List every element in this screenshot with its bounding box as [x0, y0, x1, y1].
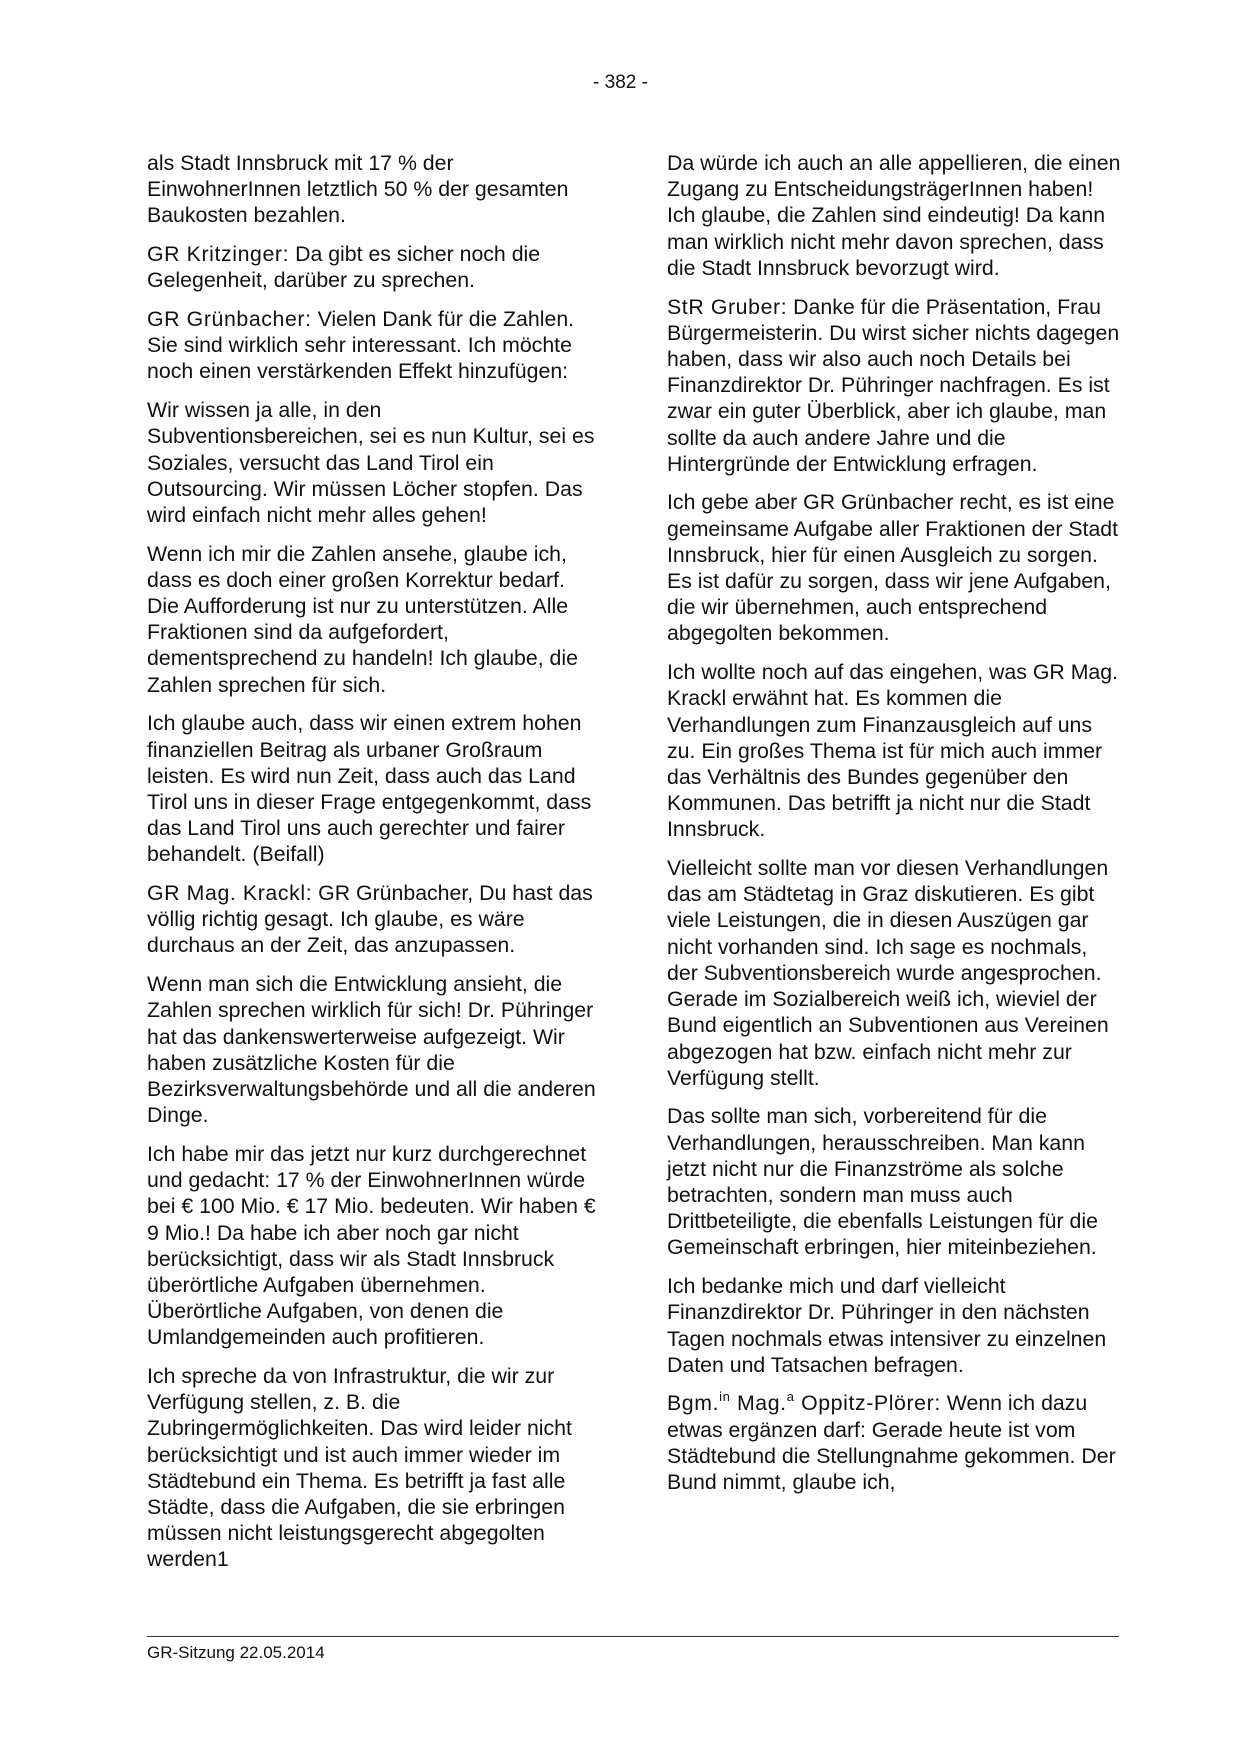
left-column [147, 150, 602, 1585]
paragraph-text: Ich spreche da von Infrastruktur, die wir zur Verfügung stellen, z. B. die Zubringermöglichkeiten. Das wird leider nicht berücksichtigt und ist auch immer wieder im Städtebund ein Thema. Es betrifft ja fast alle Städte, dass die Aufgaben, die sie erbringen müssen nicht leistungsgerecht abgegolten werden1 [147, 1364, 572, 1572]
paragraph-text: als Stadt Innsbruck mit 17 % der EinwohnerInnen letztlich 50 % der gesamten Baukosten bezahlen. [147, 151, 569, 228]
speaker-name: GR Grünbacher: [147, 307, 312, 332]
speaker-name: Bgm.$^{in}$ Mag.$^a$ Oppitz-Plörer: [667, 1389, 941, 1416]
paragraph-text: Wir wissen ja alle, in den Subventionsbereichen, sei es nun Kultur, sei es Soziales, versucht das Land Tirol ein Outsourcing. Wir müssen Löcher stopfen. Das wird einfach nicht mehr alles gehen! [147, 398, 595, 527]
paragraph [147, 710, 602, 867]
paragraph-text: Da gibt es sicher noch die Gelegenheit, darüber zu sprechen. [147, 242, 541, 293]
paragraph-text: Ich wollte noch auf das eingehen, was GR Mag. Krackl erwähnt hat. Es kommen die Verhandlungen zum Finanzausgleich auf uns zu. Ein großes Thema ist für mich auch immer das Verhältnis des Bundes gegenüber den Kommunen. Das betrifft ja nicht nur die Stadt Innsbruck. [667, 660, 1119, 842]
paragraph-text: Ich habe mir das jetzt nur kurz durchgerechnet und gedacht: 17 % der EinwohnerInnen würde bei € 100 Mio. € 17 Mio. bedeuten. Wir haben € 9 Mio.! Da habe ich aber noch gar nicht berücksichtigt, dass wir als Stadt Innsbruck überörtliche Aufgaben übernehmen. Überörtliche Aufgaben, von denen die Umlandgemeinden auch profitieren. [147, 1141, 596, 1350]
footer-text: GR-Sitzung 22.05.2014 [147, 1643, 325, 1662]
paragraph [667, 294, 1122, 477]
paragraph-last-speaker [667, 1390, 1122, 1495]
footer-divider [147, 1636, 1119, 1637]
paragraph [147, 971, 602, 1128]
paragraph [667, 489, 1122, 646]
paragraph-text: Ich glaube auch, dass wir einen extrem hohen finanziellen Beitrag als urbaner Großraum leisten. Es wird nun Zeit, dass auch das Land Tirol uns in dieser Frage entgegenkommt, dass das Land Tirol uns auch gerechter und fairer behandelt. (Beifall) [147, 711, 592, 867]
paragraph [667, 1103, 1122, 1260]
paragraph [667, 150, 1122, 281]
paragraph-text: Das sollte man sich, vorbereitend für die Verhandlungen, herausschreiben. Man kann jetzt nicht nur die Finanzströme als solche betrachten, sondern man muss auch Drittbeteiligte, die ebenfalls Leistungen für die Gemeinschaft erbringen, hier miteinbeziehen. [667, 1104, 1098, 1260]
speaker-name: GR Kritzinger: [147, 242, 290, 267]
paragraph [147, 880, 602, 959]
paragraph [667, 855, 1122, 1091]
paragraph-text: Da würde ich auch an alle appellieren, die einen Zugang zu EntscheidungsträgerInnen haben! Ich glaube, die Zahlen sind eindeutig! Da kann man wirklich nicht mehr davon sprechen, dass die Stadt Innsbruck bevorzugt wird. [667, 151, 1121, 280]
page-number: - 382 - [593, 72, 648, 93]
paragraph-text: Danke für die Präsentation, Frau Bürgermeisterin. Du wirst sicher nichts dagegen haben, dass wir also auch noch Details bei Finanzdirektor Dr. Pühringer nachfragen. Es ist zwar ein guter Überblick, aber ich glaube, man sollte da auch andere Jahre und die Hintergründe der Entwicklung erfragen. [667, 294, 1120, 476]
paragraph [667, 1273, 1122, 1378]
paragraph [147, 306, 602, 385]
paragraph-text: Wenn man sich die Entwicklung ansieht, die Zahlen sprechen wirklich für sich! Dr. Pühringer hat das dankenswerterweise aufgezeigt. Wir haben zusätzliche Kosten für die Bezirksverwaltungsbehörde und all die anderen Dinge. [147, 972, 596, 1128]
speaker-name: StR Gruber: [667, 294, 788, 319]
paragraph [147, 397, 602, 528]
paragraph-text: Vielleicht sollte man vor diesen Verhandlungen das am Städtetag in Graz diskutieren. Es gibt viele Leistungen, die in diesen Auszügen gar nicht vorhanden sind. Ich sage es nochmals, der Subventionsbereich wurde angesprochen. Gerade im Sozialbereich weiß ich, wieviel der Bund eigentlich an Subventionen aus Vereinen abgezogen hat bzw. einfach nicht mehr zur Verfügung stellt. [667, 856, 1109, 1090]
speaker-name: GR Mag. Krackl: [147, 881, 313, 906]
paragraph-text: Ich bedanke mich und darf vielleicht Finanzdirektor Dr. Pühringer in den nächsten Tagen nochmals etwas intensiver zu einzelnen Daten und Tatsachen befragen. [667, 1274, 1107, 1377]
paragraph-text: Ich gebe aber GR Grünbacher recht, es ist eine gemeinsame Aufgabe aller Fraktionen der Stadt Innsbruck, hier für einen Ausgleich zu sorgen. Es ist dafür zu sorgen, dass wir jene Aufgaben, die wir übernehmen, auch entsprechend abgegolten bekommen. [667, 490, 1119, 646]
paragraph-text: Wenn ich dazu etwas ergänzen darf: Gerade heute ist vom Städtebund die Stellungnahme gekommen. Der Bund nimmt, glaube ich, [667, 1391, 1116, 1495]
paragraph-text: Vielen Dank für die Zahlen. Sie sind wirklich sehr interessant. Ich möchte noch einen verstärkenden Effekt hinzufügen: [147, 307, 575, 384]
paragraph [147, 150, 602, 229]
right-column [667, 150, 1122, 1508]
paragraph-text: Wenn ich mir die Zahlen ansehe, glaube ich, dass es doch einer großen Korrektur bedarf. Die Aufforderung ist nur zu unterstützen. Alle Fraktionen sind da aufgefordert, dementsprechend zu handeln! Ich glaube, die Zahlen sprechen für sich. [147, 541, 578, 697]
paragraph-text: GR Grünbacher, Du hast das völlig richtig gesagt. Ich glaube, es wäre durchaus an der Zeit, das anzupassen. [147, 881, 593, 958]
paragraph [147, 1363, 602, 1573]
paragraph [667, 659, 1122, 842]
paragraph [147, 241, 602, 293]
paragraph [147, 1141, 602, 1351]
paragraph [147, 541, 602, 698]
